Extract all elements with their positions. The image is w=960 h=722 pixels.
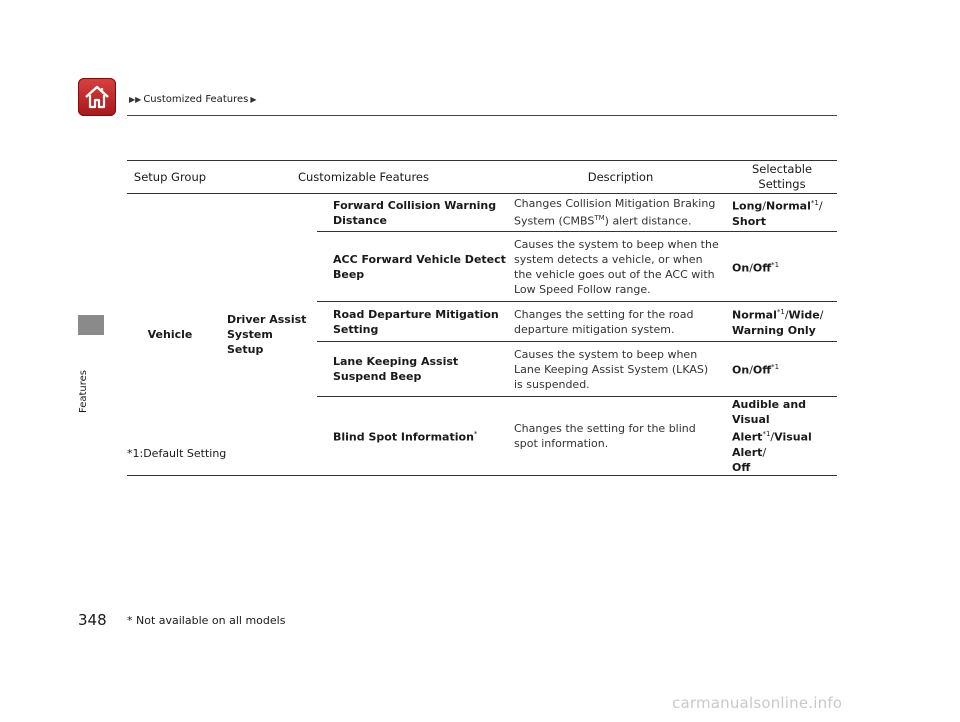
table-header-row bbox=[127, 161, 837, 194]
column-header: Customizable Features bbox=[213, 161, 514, 194]
feature-name: Blind Spot Information* bbox=[317, 397, 514, 476]
customizable-features-table bbox=[127, 160, 837, 476]
feature-name: Lane Keeping Assist Suspend Beep bbox=[317, 342, 514, 397]
breadcrumb-arrow-icon: ▶ bbox=[250, 95, 257, 104]
feature-description: Changes the setting for the road departure mitigation system. bbox=[514, 302, 727, 342]
section-label: Features bbox=[78, 370, 89, 413]
default-setting-footnote: *1:Default Setting bbox=[127, 447, 227, 460]
feature-description: Causes the system to beep when Lane Keeping Assist System (LKAS) is suspended. bbox=[514, 342, 727, 397]
feature-settings: On/Off$^{*1}$ bbox=[727, 342, 837, 397]
feature-description: Causes the system to beep when the system detects a vehicle, or when the vehicle goes out of the ACC with Low Speed Follow range. bbox=[514, 232, 727, 302]
feature-description: Changes the setting for the blind spot information. bbox=[514, 397, 727, 476]
home-icon bbox=[83, 83, 111, 111]
feature-name: ACC Forward Vehicle Detect Beep bbox=[317, 232, 514, 302]
feature-settings: Audible and Visual Alert$^{*1}$/Visual Alert/ Off bbox=[727, 397, 837, 476]
breadcrumb-arrow-icon: ▶▶ bbox=[129, 95, 142, 104]
home-button[interactable] bbox=[78, 78, 116, 116]
feature-name: Forward Collision Warning Distance bbox=[317, 194, 514, 232]
feature-settings: On/Off$^{*1}$ bbox=[727, 232, 837, 302]
column-header: Selectable Settings bbox=[727, 161, 837, 194]
feature-name: Road Departure Mitigation Setting bbox=[317, 302, 514, 342]
availability-note: * Not available on all models bbox=[127, 614, 286, 627]
watermark: carmanualsonline.info bbox=[672, 694, 843, 712]
column-header: Setup Group bbox=[127, 161, 213, 194]
page-number: 348 bbox=[78, 611, 107, 629]
breadcrumb-link[interactable]: Customized Features bbox=[143, 94, 249, 105]
feature-description: Changes Collision Mitigation Braking System (CMBS™) alert distance. bbox=[514, 194, 727, 232]
breadcrumb bbox=[129, 94, 256, 105]
header-divider bbox=[127, 115, 837, 116]
setup-group-cell: Vehicle bbox=[127, 194, 213, 476]
feature-settings: Normal$^{*1}$/Wide/ Warning Only bbox=[727, 302, 837, 342]
section-tab-marker bbox=[78, 315, 104, 335]
table-row bbox=[127, 194, 837, 232]
feature-settings: Long/Normal$^{*1}$/ Short bbox=[727, 194, 837, 232]
subgroup-label: Driver Assist System Setup bbox=[227, 312, 307, 356]
setup-subgroup-cell bbox=[213, 194, 317, 476]
column-header: Description bbox=[514, 161, 727, 194]
